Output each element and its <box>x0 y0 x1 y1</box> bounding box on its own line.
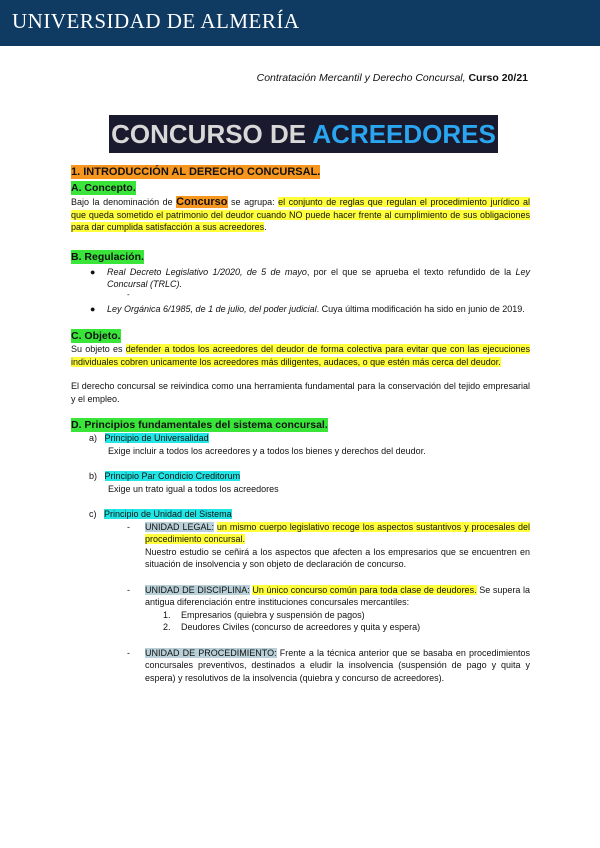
object-paragraph-2: El derecho concursal se reivindica como una herramienta fundamental para la conservación del tejido empresarial y el empleo. <box>71 381 530 404</box>
title-part2: ACREEDORES <box>312 119 496 149</box>
object-heading: C. Objeto. <box>71 330 121 342</box>
course-year: Curso 20/21 <box>468 72 528 84</box>
concurso-term: Concurso <box>176 196 228 208</box>
regulation-heading: B. Regulación. <box>71 250 144 263</box>
unity-legal-label: UNIDAD LEGAL: <box>145 521 214 532</box>
object-highlight: defender a todos los acreedores del deudor de forma colectiva para evitar que con las ejecuciones individuales cobren unicamente los acreedores más diligentes, audaces, o que estén más cerca del deudor. <box>71 344 530 367</box>
university-banner <box>0 0 600 46</box>
unity-legal: - UNIDAD LEGAL: un mismo cuerpo legislativo recoge los aspectos sustantivos y procesales del procedimiento concursal. <box>127 521 530 544</box>
regulation-item-2: ● Ley Orgánica 6/1985, de 1 de julio, del poder judicial. Cuya última modificación ha sido en junio de 2019. <box>90 303 525 314</box>
concept-definition: el conjunto de reglas que regulan el procedimiento jurídico al que queda sometido el patrimonio del deudor cuando NO puede hacer frente al cumplimiento de sus obligaciones para dar cumplida satisfacción a sus acreedores <box>71 197 530 232</box>
principle-a-text: Exige incluir a todos los acreedores y a todos los bienes y derechos del deudor. <box>108 445 426 456</box>
title-part1: CONCURSO DE <box>111 119 307 149</box>
principle-c: c) Principio de Unidad del Sistema <box>89 509 232 519</box>
principle-b-title: Principio Par Condicio Creditorum <box>104 471 241 481</box>
principle-a-title: Principio de Universalidad <box>104 433 209 443</box>
unity-discipline-highlight: Un único concurso común para toda clase de deudores. <box>252 584 477 595</box>
principle-c-title: Principio de Unidad del Sistema <box>104 509 232 519</box>
concept-paragraph: Bajo la denominación de Concurso se agrupa: el conjunto de reglas que regulan el procedimiento jurídico al que queda sometido el patrimonio del deudor cuando NO puede hacer frente al cumplimiento de sus obligaciones para dar cumplida satisfacción a sus acreedores. <box>71 196 530 232</box>
principle-a: a) Principio de Universalidad <box>89 433 209 443</box>
principle-b: b) Principio Par Condicio Creditorum <box>89 471 241 481</box>
object-paragraph: Su objeto es defender a todos los acreedores del deudor de forma colectiva para evitar que con las ejecuciones individuales cobren unicamente los acreedores más diligentes, audaces, o que estén más cerca del deudor. <box>71 344 530 367</box>
document-body: 1. INTRODUCCIÓN AL DERECHO CONCURSAL. A. Concepto. Bajo la denominación de Concurso se agrupa: el conjunto de reglas que regulan el procedimiento jurídico al que queda sometido el patrimonio del deudor cuando NO puede hacer frente al cumplimiento de sus obligaciones para dar cumplida satisfacción a sus acreedores. B. Regulación. ● Real Decreto Legislativo 1/2020, de 5 de mayo, por el que se aprueba el texto refundido de la Ley Concursal (TRLC). - ● Ley Orgánica 6/1985, de 1 de julio, del poder judicial. Cuya última modificación ha sido en junio de 2019. C. Objeto. Su objeto es defender a todos los acreedores del deudor de forma colectiva para evitar que con las ejecuciones individuales cobren unicamente los acreedores más diligentes, audaces, o que estén más cerca del deudor. El derecho concursal se reivindica como una herramienta fundamental para la conservación del tejido empresarial y el empleo. D. Principios fundamentales del sistema concursal. a) Principio de Universalidad Exige incluir a todos los acreedores y a todos los bienes y derechos del deudor. b) Principio Par Condicio Creditorum Exige un trato igual a todos los acreedores c) Principio de Unidad del Sistema - UNIDAD LEGAL: un mismo cuerpo legislativo recoge los aspectos sustantivos y procesales del procedimiento concursal. Nuestro estudio se ceñirá a los aspectos que afecten a los empresarios que se encuentren en situación de insolvencia y son objeto de declaración de concurso. - UNIDAD DE DISCIPLINA: Un único concurso común para toda clase de deudores. Se supera la antigua diferenciación entre instituciones concursales mercantiles: 1. Empresarios (quiebra y suspensión de pagos) 2. Deudores Civiles (concurso de acreedores y quita y espera) - UNIDAD DE PROCEDIMIENTO: Frente a la técnica anterior que se basaba en procedimientos concursales preventivos, destinados a eludir la insolvencia (suspensión de pago y quita y espera) y resolutivos de la insolvencia (quiebra y concurso de acreedores). <box>71 166 530 683</box>
unity-discipline-item-1: 1. Empresarios (quiebra y suspensión de pagos) <box>163 609 365 620</box>
unity-discipline-label: UNIDAD DE DISCIPLINA: <box>145 584 250 595</box>
regulation-item-1: ● Real Decreto Legislativo 1/2020, de 5 de mayo, por el que se aprueba el texto refundido de la Ley Concursal (TRLC). <box>90 266 530 289</box>
unity-discipline-item-2: 2. Deudores Civiles (concurso de acreedores y quita y espera) <box>163 622 421 632</box>
section-heading: 1. INTRODUCCIÓN AL DERECHO CONCURSAL. <box>71 166 321 178</box>
principle-b-text: Exige un trato igual a todos los acreedores <box>108 483 279 494</box>
unity-procedure-label: UNIDAD DE PROCEDIMIENTO: <box>145 647 277 658</box>
university-name: UNIVERSIDAD DE ALMERÍA <box>12 9 300 33</box>
principles-heading: D. Principios fundamentales del sistema concursal. <box>71 419 328 431</box>
unity-procedure: - UNIDAD DE PROCEDIMIENTO: Frente a la técnica anterior que se basaba en procedimientos concursales preventivos, destinados a eludir la insolvencia (suspensión de pago y quita y espera) y resolutivos de la insolvencia (quiebra y concurso de acreedores). <box>127 647 530 683</box>
course-subject: Contratación Mercantil y Derecho Concursal, <box>256 72 466 84</box>
unity-discipline: - UNIDAD DE DISCIPLINA: Un único concurso común para toda clase de deudores. Se supera la antigua diferenciación entre instituciones concursales mercantiles: <box>127 584 530 607</box>
unity-legal-highlight: un mismo cuerpo legislativo recoge los aspectos sustantivos y procesales del procedimiento concursal. <box>145 521 530 544</box>
course-line <box>257 72 528 84</box>
unity-legal-text: Nuestro estudio se ceñirá a los aspectos que afecten a los empresarios que se encuentren en situación de insolvencia y son objeto de declaración de concurso. <box>145 546 530 569</box>
concept-heading: A. Concepto. <box>71 182 136 194</box>
document-title <box>109 115 498 153</box>
